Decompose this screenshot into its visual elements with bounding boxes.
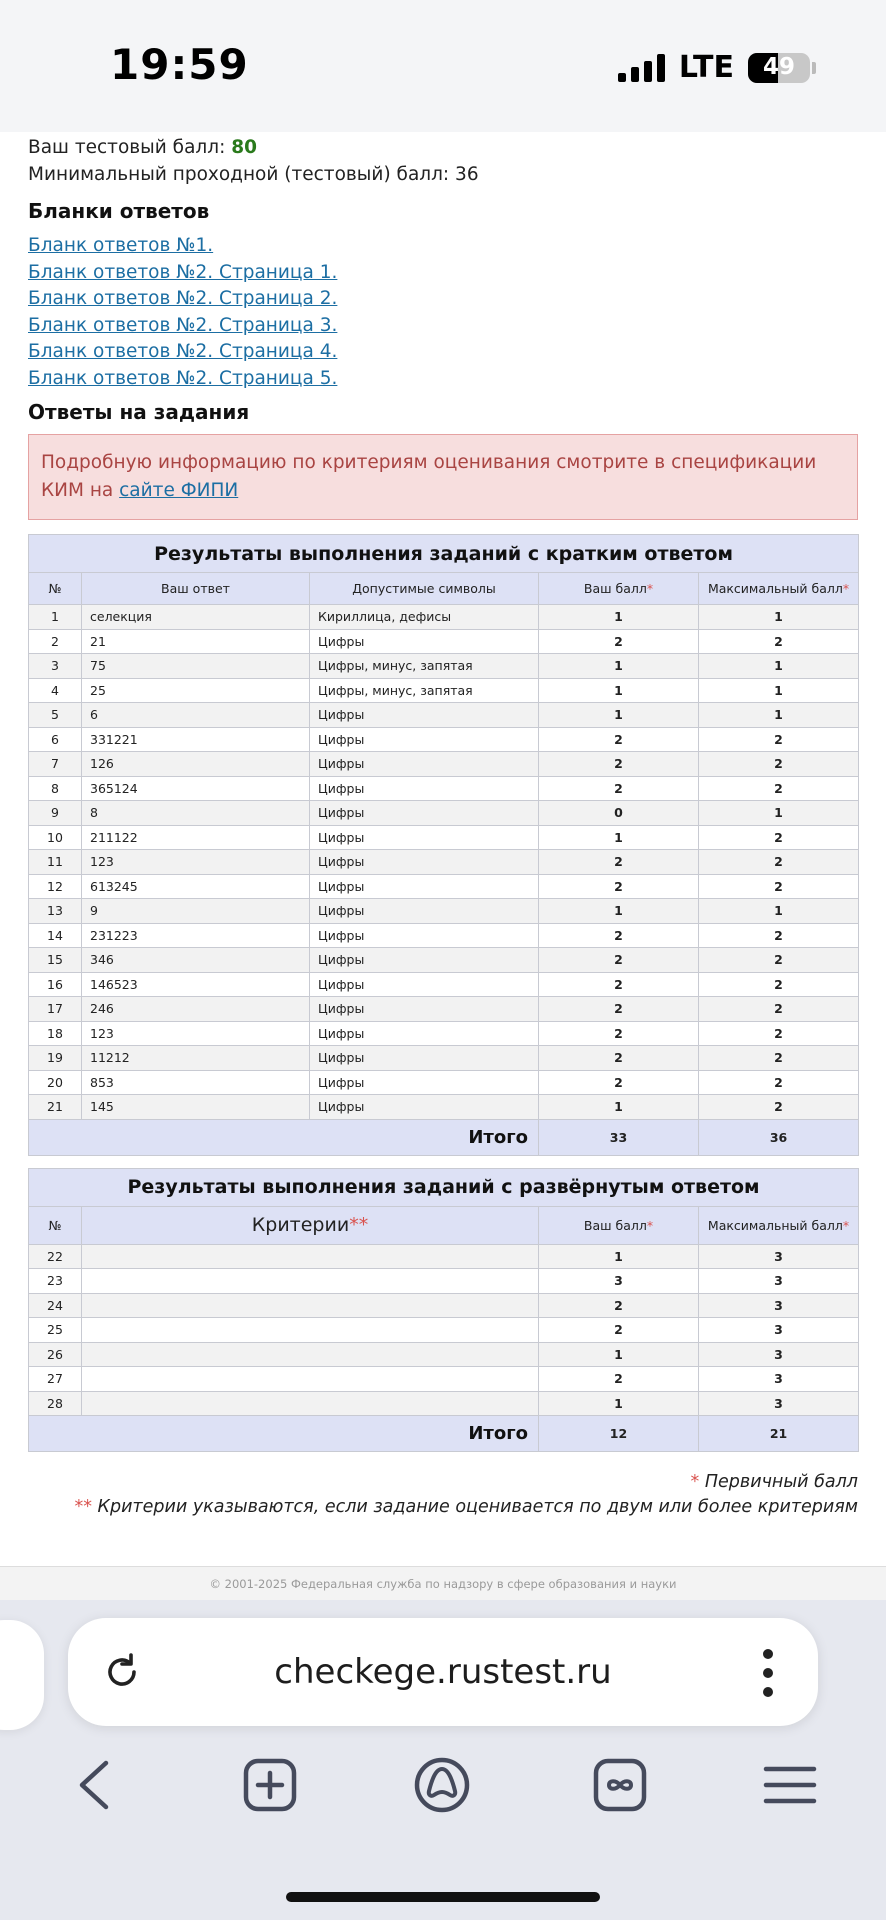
max-score-cell: 1 [699, 899, 859, 924]
allowed-symbols-cell: Цифры [310, 727, 539, 752]
table-row [29, 678, 859, 703]
home-indicator [286, 1892, 600, 1902]
footnote-primary [28, 1470, 858, 1495]
alert-text: Подробную информацию по критериям оценивания смотрите в спецификации КИМ на [41, 452, 817, 501]
allowed-symbols-cell: Цифры [310, 703, 539, 728]
table-row [29, 948, 859, 973]
max-score-cell: 3 [699, 1318, 859, 1343]
allowed-symbols-cell: Цифры [310, 825, 539, 850]
answer-cell: 853 [82, 1070, 310, 1095]
table-row [29, 997, 859, 1022]
task-number: 14 [29, 923, 82, 948]
alice-assistant-icon[interactable] [412, 1755, 472, 1815]
table-row [29, 801, 859, 826]
back-icon[interactable] [66, 1755, 126, 1815]
footnote-mark-2: ** [74, 1497, 92, 1517]
col-header-num: № [29, 1206, 82, 1244]
allowed-symbols-cell: Цифры [310, 1095, 539, 1120]
primary-score-mark: * [646, 1217, 654, 1233]
col-header-max [699, 573, 859, 605]
allowed-symbols-cell: Цифры [310, 850, 539, 875]
allowed-symbols-cell: Цифры [310, 801, 539, 826]
score-cell: 2 [539, 1293, 699, 1318]
criteria-cell [82, 1269, 539, 1294]
task-number: 21 [29, 1095, 82, 1120]
score-cell: 1 [539, 605, 699, 630]
answer-cell: 365124 [82, 776, 310, 801]
table-row [29, 972, 859, 997]
answer-cell: 75 [82, 654, 310, 679]
more-options-icon[interactable] [762, 1648, 774, 1698]
task-number: 6 [29, 727, 82, 752]
task-number: 2 [29, 629, 82, 654]
score-cell: 2 [539, 948, 699, 973]
allowed-symbols-cell: Цифры, минус, запятая [310, 678, 539, 703]
score-cell: 2 [539, 850, 699, 875]
table-row [29, 1244, 859, 1269]
battery-tip [812, 62, 816, 74]
test-score-line [28, 134, 858, 161]
score-cell: 2 [539, 1367, 699, 1392]
table-row [29, 1095, 859, 1120]
allowed-symbols-cell: Цифры [310, 997, 539, 1022]
table-row [29, 605, 859, 630]
answer-sheet-link-1[interactable]: Бланк ответов №1. [28, 235, 214, 256]
allowed-symbols-cell: Цифры [310, 752, 539, 777]
score-cell: 1 [539, 654, 699, 679]
answer-cell: 126 [82, 752, 310, 777]
task-number: 16 [29, 972, 82, 997]
score-cell: 0 [539, 801, 699, 826]
answer-sheet-link-2-p2[interactable]: Бланк ответов №2. Страница 2. [28, 288, 338, 309]
col-header-answer: Ваш ответ [82, 573, 310, 605]
primary-score-mark: * [842, 581, 850, 596]
task-number: 20 [29, 1070, 82, 1095]
answer-sheet-links [28, 233, 858, 392]
answer-cell: 123 [82, 1021, 310, 1046]
table-row [29, 850, 859, 875]
max-score-cell: 2 [699, 776, 859, 801]
max-score-cell: 2 [699, 752, 859, 777]
task-number: 13 [29, 899, 82, 924]
task-number: 8 [29, 776, 82, 801]
answer-cell: 613245 [82, 874, 310, 899]
cellular-signal-icon [618, 54, 665, 82]
answer-cell: 9 [82, 899, 310, 924]
max-score-cell: 3 [699, 1342, 859, 1367]
col-header-max [699, 1206, 859, 1244]
max-score-cell: 2 [699, 1095, 859, 1120]
col-header-score [539, 1206, 699, 1244]
answer-cell: 21 [82, 629, 310, 654]
max-score-cell: 1 [699, 605, 859, 630]
allowed-symbols-cell: Цифры [310, 899, 539, 924]
criteria-cell [82, 1318, 539, 1343]
footnote-text-2: Критерии указываются, если задание оценивается по двум или более критериям [97, 1497, 858, 1517]
task-number: 12 [29, 874, 82, 899]
answer-cell: 246 [82, 997, 310, 1022]
task-number: 1 [29, 605, 82, 630]
allowed-symbols-cell: Цифры [310, 776, 539, 801]
score-cell: 1 [539, 1342, 699, 1367]
network-type: LTE [678, 50, 734, 85]
new-tab-icon[interactable] [240, 1755, 300, 1815]
max-score-cell: 2 [699, 850, 859, 875]
test-score-label: Ваш тестовый балл: [28, 137, 226, 158]
table-row [29, 752, 859, 777]
answer-cell: 25 [82, 678, 310, 703]
max-score-cell: 1 [699, 678, 859, 703]
allowed-symbols-cell: Кириллица, дефисы [310, 605, 539, 630]
bottom-nav [0, 1755, 886, 1835]
max-score-cell: 2 [699, 923, 859, 948]
max-score-cell: 2 [699, 1021, 859, 1046]
table-row [29, 1391, 859, 1416]
table-row [29, 1342, 859, 1367]
allowed-symbols-cell: Цифры [310, 972, 539, 997]
test-score-value: 80 [231, 137, 257, 158]
task-number: 25 [29, 1318, 82, 1343]
long-answer-table [28, 1168, 859, 1453]
allowed-symbols-cell: Цифры, минус, запятая [310, 654, 539, 679]
score-cell: 2 [539, 1046, 699, 1071]
table-row [29, 1021, 859, 1046]
task-number: 18 [29, 1021, 82, 1046]
answer-cell: 146523 [82, 972, 310, 997]
fipi-info-alert [28, 434, 858, 520]
allowed-symbols-cell: Цифры [310, 874, 539, 899]
criteria-cell [82, 1293, 539, 1318]
table-row [29, 776, 859, 801]
browser-toolbar [0, 1600, 886, 1920]
task-number: 5 [29, 703, 82, 728]
allowed-symbols-cell: Цифры [310, 1046, 539, 1071]
footnote-mark-1: * [690, 1472, 700, 1492]
status-indicators [618, 50, 816, 85]
max-score-cell: 2 [699, 727, 859, 752]
table-row [29, 1318, 859, 1343]
min-score-line: Минимальный проходной (тестовый) балл: 36 [28, 164, 479, 185]
answer-cell: 145 [82, 1095, 310, 1120]
long-total-label: Итого [29, 1416, 539, 1452]
criteria-cell [82, 1342, 539, 1367]
long-table-caption: Результаты выполнения заданий с развёрнутым ответом [29, 1168, 859, 1206]
answer-cell: 231223 [82, 923, 310, 948]
score-cell: 1 [539, 678, 699, 703]
score-cell: 2 [539, 776, 699, 801]
table-row [29, 629, 859, 654]
allowed-symbols-cell: Цифры [310, 1021, 539, 1046]
col-header-max-label: Максимальный балл [707, 581, 843, 596]
task-number: 27 [29, 1367, 82, 1392]
task-number: 24 [29, 1293, 82, 1318]
max-score-cell: 3 [699, 1367, 859, 1392]
answer-sheet-link-2-p5[interactable]: Бланк ответов №2. Страница 5. [28, 367, 338, 389]
max-score-cell: 2 [699, 825, 859, 850]
score-cell: 2 [539, 972, 699, 997]
allowed-symbols-cell: Цифры [310, 1070, 539, 1095]
task-number: 7 [29, 752, 82, 777]
score-cell: 2 [539, 752, 699, 777]
score-cell: 1 [539, 703, 699, 728]
short-total-row [29, 1119, 859, 1155]
task-number: 9 [29, 801, 82, 826]
score-cell: 2 [539, 997, 699, 1022]
primary-score-mark: * [646, 581, 654, 596]
battery-percent: 49 [762, 53, 795, 80]
short-total-label: Итого [29, 1119, 539, 1155]
score-cell: 2 [539, 1070, 699, 1095]
max-score-cell: 2 [699, 874, 859, 899]
criteria-cell [82, 1244, 539, 1269]
long-total-score: 12 [539, 1416, 699, 1452]
max-score-cell: 2 [699, 629, 859, 654]
table-row [29, 703, 859, 728]
long-total-row [29, 1416, 859, 1452]
max-score-cell: 1 [699, 801, 859, 826]
max-score-cell: 3 [699, 1293, 859, 1318]
answer-cell: 331221 [82, 727, 310, 752]
max-score-cell: 3 [699, 1244, 859, 1269]
battery-icon [748, 53, 810, 83]
max-score-cell: 2 [699, 1046, 859, 1071]
score-cell: 2 [539, 629, 699, 654]
table-row [29, 825, 859, 850]
page-content [28, 132, 858, 1520]
task-number: 11 [29, 850, 82, 875]
answer-cell: селекция [82, 605, 310, 630]
previous-tab-preview[interactable] [0, 1620, 44, 1730]
task-number: 15 [29, 948, 82, 973]
table-row [29, 1269, 859, 1294]
score-cell: 1 [539, 899, 699, 924]
table-row [29, 1070, 859, 1095]
max-score-cell: 2 [699, 972, 859, 997]
table-row [29, 654, 859, 679]
answer-cell: 8 [82, 801, 310, 826]
answers-section-title: Ответы на задания [28, 400, 250, 424]
answer-cell: 6 [82, 703, 310, 728]
table-row [29, 1293, 859, 1318]
address-bar[interactable] [68, 1618, 818, 1726]
score-cell: 1 [539, 1391, 699, 1416]
col-header-score [539, 573, 699, 605]
long-total-max: 21 [699, 1416, 859, 1452]
max-score-cell: 3 [699, 1391, 859, 1416]
short-table-caption: Результаты выполнения заданий с кратким ответом [29, 535, 859, 573]
primary-score-mark: * [842, 1217, 850, 1233]
long-table-body [29, 1244, 859, 1416]
col-header-score-label: Ваш балл [583, 1217, 647, 1233]
allowed-symbols-cell: Цифры [310, 629, 539, 654]
criteria-cell [82, 1391, 539, 1416]
task-number: 26 [29, 1342, 82, 1367]
short-total-score: 33 [539, 1119, 699, 1155]
col-header-num: № [29, 573, 82, 605]
status-bar [0, 0, 886, 132]
score-cell: 2 [539, 1021, 699, 1046]
table-row [29, 1367, 859, 1392]
answer-sheet-link-2-p3[interactable]: Бланк ответов №2. Страница 3. [28, 314, 338, 336]
col-header-criteria [82, 1206, 539, 1244]
answer-cell: 211122 [82, 825, 310, 850]
max-score-cell: 2 [699, 1070, 859, 1095]
max-score-cell: 1 [699, 703, 859, 728]
score-cell: 2 [539, 874, 699, 899]
footnotes [28, 1470, 858, 1520]
answer-sheets-title: Бланки ответов [28, 199, 210, 223]
answer-cell: 123 [82, 850, 310, 875]
table-row [29, 899, 859, 924]
task-number: 19 [29, 1046, 82, 1071]
url-text[interactable]: checkege.rustest.ru [274, 1652, 612, 1692]
table-row [29, 874, 859, 899]
status-time: 19:59 [110, 40, 249, 89]
table-row [29, 727, 859, 752]
score-cell: 3 [539, 1269, 699, 1294]
tabs-icon[interactable] [590, 1755, 650, 1815]
footnote-text-1: Первичный балл [704, 1472, 858, 1492]
col-header-allowed: Допустимые символы [310, 573, 539, 605]
menu-icon[interactable] [760, 1755, 820, 1815]
score-cell: 2 [539, 727, 699, 752]
answer-cell: 11212 [82, 1046, 310, 1071]
answer-sheet-link-2-p4[interactable]: Бланк ответов №2. Страница 4. [28, 341, 338, 362]
max-score-cell: 1 [699, 654, 859, 679]
score-cell: 2 [539, 923, 699, 948]
task-number: 23 [29, 1269, 82, 1294]
score-cell: 1 [539, 1095, 699, 1120]
max-score-cell: 2 [699, 948, 859, 973]
allowed-symbols-cell: Цифры [310, 948, 539, 973]
score-cell: 2 [539, 1318, 699, 1343]
page-footer: © 2001-2025 Федеральная служба по надзору в сфере образования и науки [0, 1566, 886, 1600]
footnote-criteria [28, 1495, 858, 1520]
task-number: 22 [29, 1244, 82, 1269]
criteria-cell [82, 1367, 539, 1392]
short-total-max: 36 [699, 1119, 859, 1155]
task-number: 4 [29, 678, 82, 703]
criteria-mark: ** [349, 1214, 369, 1236]
task-number: 3 [29, 654, 82, 679]
task-number: 28 [29, 1391, 82, 1416]
allowed-symbols-cell: Цифры [310, 923, 539, 948]
short-table-body [29, 605, 859, 1120]
short-answer-table [28, 534, 859, 1156]
col-header-criteria-label: Критерии [251, 1214, 350, 1236]
table-row [29, 923, 859, 948]
col-header-score-label: Ваш балл [583, 581, 647, 596]
score-cell: 1 [539, 825, 699, 850]
fipi-site-link[interactable]: сайте ФИПИ [119, 480, 239, 501]
score-cell: 1 [539, 1244, 699, 1269]
answer-sheet-link-2-p1[interactable]: Бланк ответов №2. Страница 1. [28, 261, 338, 283]
task-number: 17 [29, 997, 82, 1022]
table-row [29, 1046, 859, 1071]
task-number: 10 [29, 825, 82, 850]
max-score-cell: 2 [699, 997, 859, 1022]
max-score-cell: 3 [699, 1269, 859, 1294]
answer-cell: 346 [82, 948, 310, 973]
col-header-max-label: Максимальный балл [707, 1217, 843, 1233]
